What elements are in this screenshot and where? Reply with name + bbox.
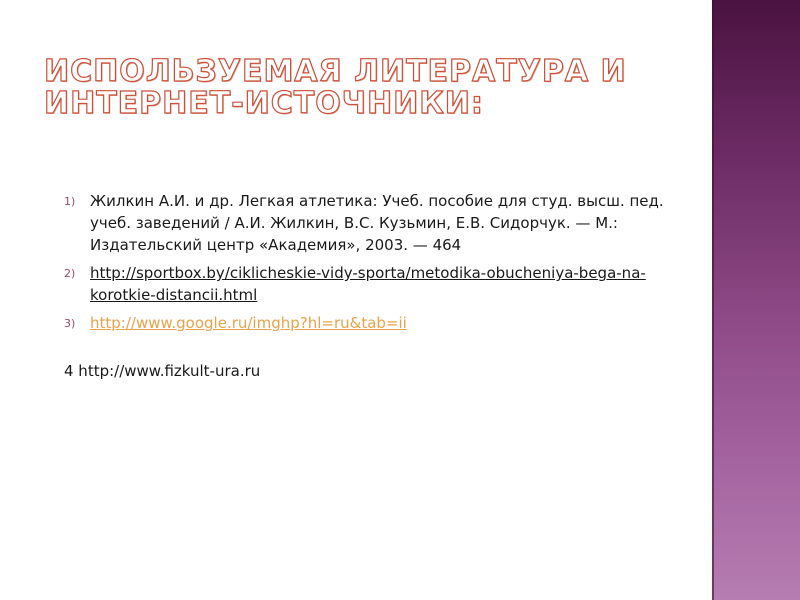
decorative-side-band	[712, 0, 800, 600]
reference-text: Жилкин А.И. и др. Легкая атлетика: Учеб. пособие для студ. высш. пед. учеб. заведений / А.И. Жилкин, В.С. Кузьмин, Е.В. Сидорчук. — М.: Издательский центр «Академия», 2003. — 464	[90, 192, 664, 254]
reference-number: 2)	[64, 267, 76, 280]
slide-title-line-2: ИНТЕРНЕТ-ИСТОЧНИКИ:	[44, 86, 484, 121]
reference-item-1	[64, 190, 684, 256]
reference-item-4: 4 http://www.fizkult-ura.ru	[64, 362, 261, 380]
reference-item-2	[64, 262, 684, 306]
slide-title	[44, 56, 704, 120]
reference-item-3	[64, 312, 684, 334]
reference-number: 3)	[64, 317, 76, 330]
reference-number: 1)	[64, 195, 76, 208]
slide-content	[64, 190, 684, 382]
reference-link-sportbox[interactable]: http://sportbox.by/ciklicheskie-vidy-sporta/metodika-obucheniya-bega-na-korotkie-distancii.html	[90, 264, 646, 304]
reference-link-google[interactable]: http://www.google.ru/imghp?hl=ru&tab=ii	[90, 314, 407, 332]
reference-list	[64, 190, 684, 334]
slide-title-line-1: ИСПОЛЬЗУЕМАЯ ЛИТЕРАТУРА И	[44, 54, 627, 89]
